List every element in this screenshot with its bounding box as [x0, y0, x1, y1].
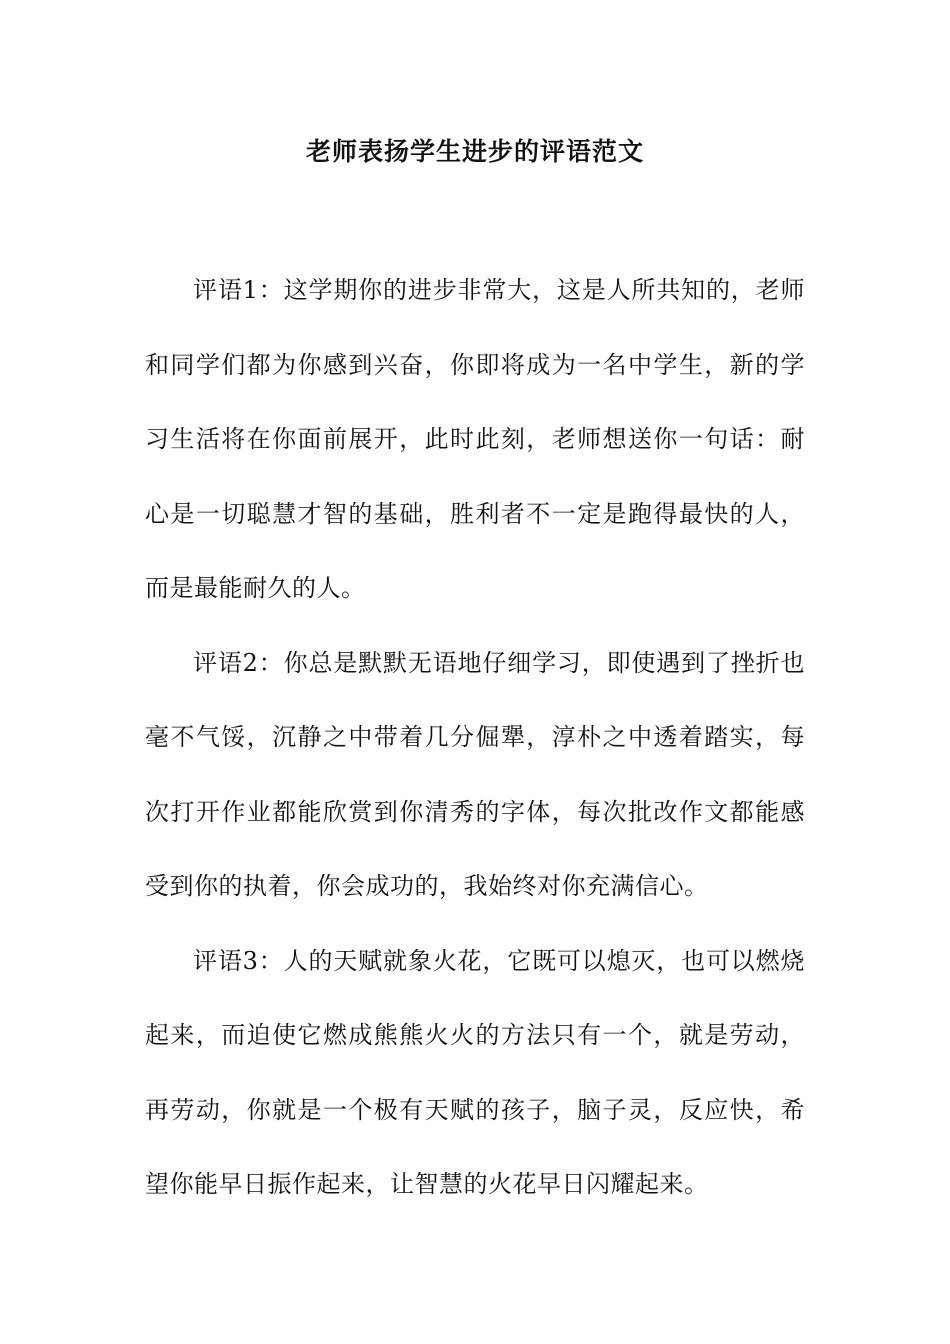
document-body: [145, 253, 805, 1222]
comment-paragraph-1: 评语1：这学期你的进步非常大，这是人所共知的，老师和同学们都为你感到兴奋，你即将成为一名中学生，新的学习生活将在你面前展开，此时此刻，老师想送你一句话：耐心是一切聪慧才智的基础，胜利者不一定是跑得最快的人，而是最能耐久的人。: [145, 276, 805, 602]
document-title: 老师表扬学生进步的评语范文: [305, 137, 644, 166]
comment-paragraph-2: 评语2：你总是默默无语地仔细学习，即使遇到了挫折也毫不气馁，沉静之中带着几分倔犟，淳朴之中透着踏实，每次打开作业都能欣赏到你清秀的字体，每次批改作文都能感受到你的执着，你会成功的，我始终对你充满信心。: [145, 648, 805, 900]
comment-paragraph-3: 评语3：人的天赋就象火花，它既可以熄灭，也可以燃烧起来，而迫使它燃成熊熊火火的方法只有一个，就是劳动，再劳动，你就是一个极有天赋的孩子，脑子灵，反应快，希望你能早日振作起来，让智慧的火花早日闪耀起来。: [145, 946, 805, 1198]
